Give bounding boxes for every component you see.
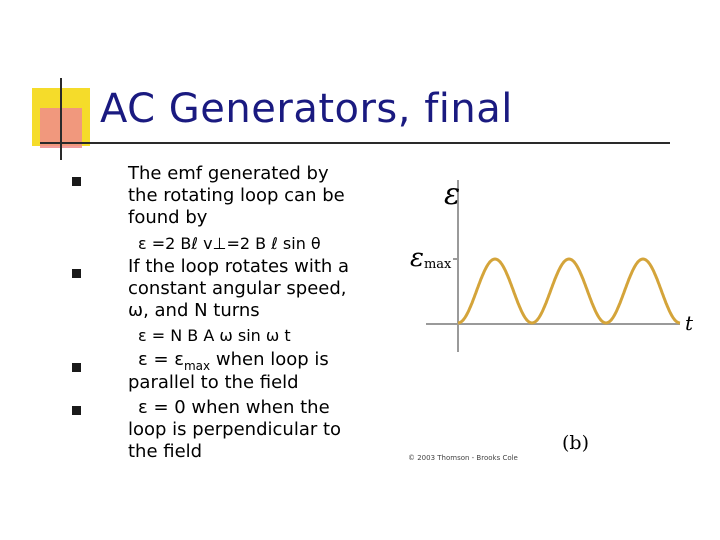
bullet-3-line-2: parallel to the field: [128, 372, 299, 393]
figure-panel-label: (b): [562, 432, 589, 454]
bullet-1-line-2: the rotating loop can be: [128, 185, 345, 206]
equation-emf-loop: ε =2 Bℓ v⊥=2 B ℓ sin θ: [138, 234, 321, 253]
bullet-3-eq-right: when loop is: [210, 349, 329, 370]
bullet-1-line-3: found by: [128, 207, 208, 228]
graph-x-axis-label: t: [685, 311, 694, 335]
bullet-2-line-3: ω, and N turns: [128, 300, 260, 321]
bullet-3-eq-sub: max: [183, 359, 211, 373]
bullet-1-line-1: The emf generated by: [128, 163, 329, 184]
bullet-4-line-3: the field: [128, 441, 203, 462]
bullet-4-line-1: ε = 0 when when the: [138, 397, 330, 418]
bullet-2-line-2: constant angular speed,: [128, 278, 347, 299]
graph-y-axis-label: ε: [444, 177, 461, 212]
equation-emf-n-turns: ε = N B A ω sin ω t: [138, 326, 291, 345]
graph-max-label-sub: max: [423, 257, 452, 272]
slide-title: AC Generators, final: [100, 86, 513, 132]
emf-sine-curve: [458, 259, 680, 323]
bullet-4-line-2: loop is perpendicular to: [128, 419, 342, 440]
bullet-2-line-1: If the loop rotates with a: [128, 256, 350, 277]
bullet-3-eq-left: ε = ε: [138, 349, 184, 370]
graph-max-label-symbol: ε: [410, 243, 424, 273]
graph-max-label: [410, 243, 452, 273]
figure-copyright: © 2003 Thomson - Brooks Cole: [408, 454, 518, 462]
